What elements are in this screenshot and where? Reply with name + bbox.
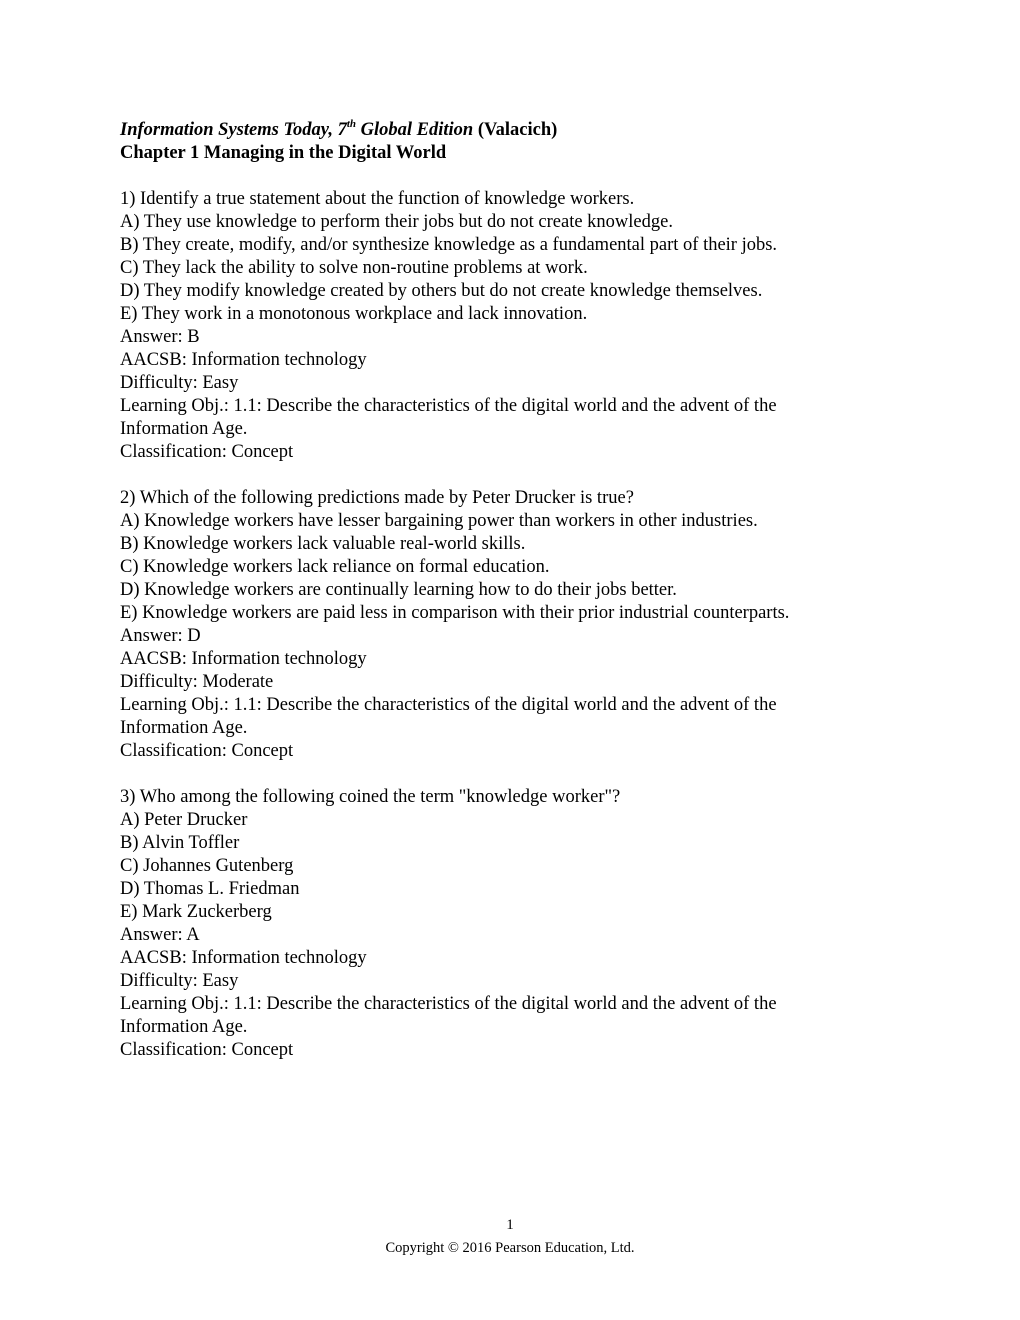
learning-objective: Learning Obj.: 1.1: Describe the characteristics of the digital world and the advent of the <box>120 396 777 416</box>
learning-objective-continued: Information Age. <box>120 718 248 738</box>
difficulty-level: Difficulty: Moderate <box>120 672 274 692</box>
answer-option-e: E) Knowledge workers are paid less in comparison with their prior industrial counterparts. <box>120 603 790 623</box>
answer-option-d: D) Knowledge workers are continually learning how to do their jobs better. <box>120 580 677 600</box>
learning-objective: Learning Obj.: 1.1: Describe the characteristics of the digital world and the advent of the <box>120 695 777 715</box>
author-name: (Valacich) <box>473 120 558 140</box>
spacer <box>120 464 920 487</box>
answer-option-c: C) Johannes Gutenberg <box>120 856 294 876</box>
page-content <box>120 119 920 1062</box>
edition-text: Global Edition <box>356 120 474 140</box>
answer-option-b: B) Alvin Toffler <box>120 833 240 853</box>
learning-objective-continued: Information Age. <box>120 1017 248 1037</box>
answer-option-a: A) Peter Drucker <box>120 810 248 830</box>
answer-option-a: A) Knowledge workers have lesser bargaining power than workers in other industries. <box>120 511 758 531</box>
question-stem: 2) Which of the following predictions made by Peter Drucker is true? <box>120 488 634 508</box>
question-2 <box>120 487 920 763</box>
answer-key: Answer: B <box>120 327 200 347</box>
answer-option-d: D) Thomas L. Friedman <box>120 879 300 899</box>
answer-option-a: A) They use knowledge to perform their jobs but do not create knowledge. <box>120 212 673 232</box>
learning-objective-continued: Information Age. <box>120 419 248 439</box>
classification: Classification: Concept <box>120 442 294 462</box>
chapter-title: Chapter 1 Managing in the Digital World <box>120 143 447 163</box>
answer-option-d: D) They modify knowledge created by others but do not create knowledge themselves. <box>120 281 763 301</box>
difficulty-level: Difficulty: Easy <box>120 971 239 991</box>
learning-objective: Learning Obj.: 1.1: Describe the characteristics of the digital world and the advent of the <box>120 994 777 1014</box>
book-title: Information Systems Today, 7 <box>120 120 347 140</box>
spacer <box>120 165 920 188</box>
question-3 <box>120 786 920 1062</box>
answer-key: Answer: A <box>120 925 200 945</box>
page-number: 1 <box>506 1217 514 1233</box>
edition-superscript: th <box>346 117 357 130</box>
question-stem: 3) Who among the following coined the term "knowledge worker"? <box>120 787 621 807</box>
copyright-notice: Copyright © 2016 Pearson Education, Ltd. <box>385 1240 635 1256</box>
answer-option-c: C) They lack the ability to solve non-routine problems at work. <box>120 258 588 278</box>
answer-option-e: E) Mark Zuckerberg <box>120 902 272 922</box>
book-title-line <box>120 119 920 142</box>
aacsb-tag: AACSB: Information technology <box>120 948 367 968</box>
classification: Classification: Concept <box>120 1040 294 1060</box>
answer-option-c: C) Knowledge workers lack reliance on formal education. <box>120 557 550 577</box>
answer-option-b: B) Knowledge workers lack valuable real-world skills. <box>120 534 526 554</box>
answer-option-b: B) They create, modify, and/or synthesize knowledge as a fundamental part of their jobs. <box>120 235 778 255</box>
question-stem: 1) Identify a true statement about the function of knowledge workers. <box>120 189 635 209</box>
aacsb-tag: AACSB: Information technology <box>120 350 367 370</box>
spacer <box>120 763 920 786</box>
answer-option-e: E) They work in a monotonous workplace and lack innovation. <box>120 304 588 324</box>
answer-key: Answer: D <box>120 626 201 646</box>
difficulty-level: Difficulty: Easy <box>120 373 239 393</box>
aacsb-tag: AACSB: Information technology <box>120 649 367 669</box>
question-1 <box>120 188 920 464</box>
classification: Classification: Concept <box>120 741 294 761</box>
